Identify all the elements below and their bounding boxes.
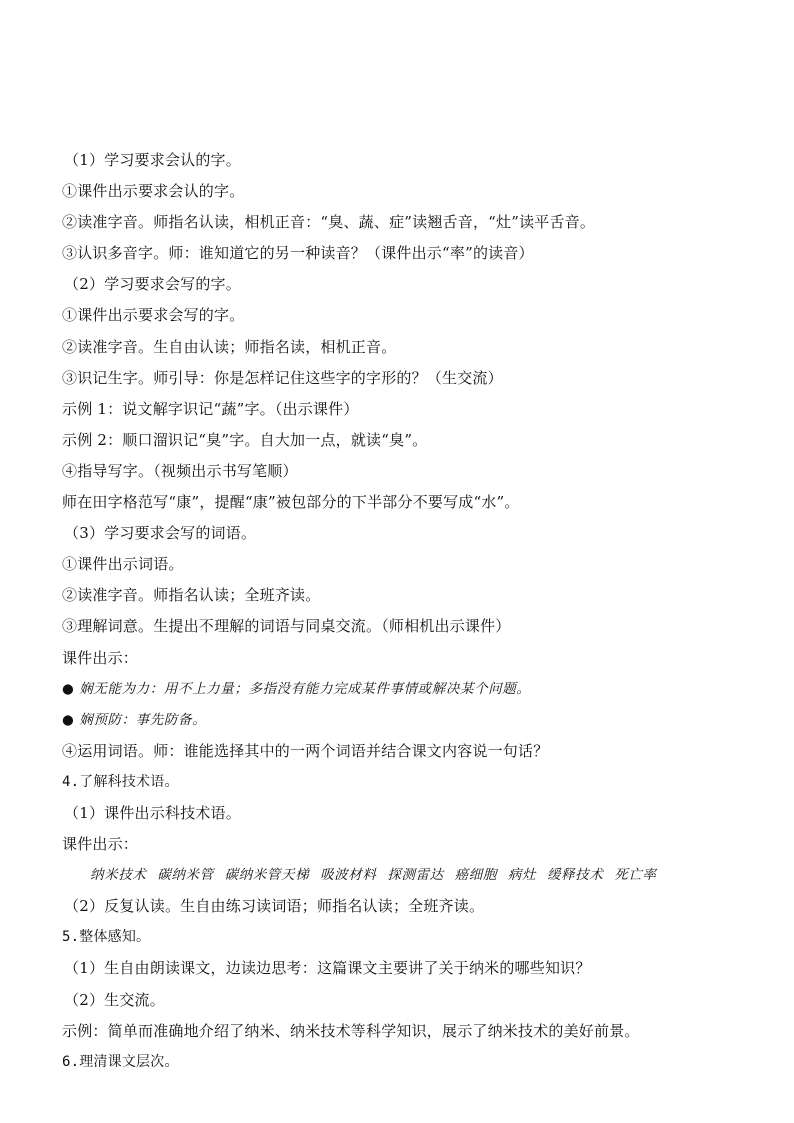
step-line: ②读准字音。生自由认读；师指名读，相机正音。 [62,337,397,356]
step-line: ③认识多音字。师：谁知道它的另一种读音？（课件出示“率”的读音） [62,244,534,263]
section-heading-3: （3）学习要求会写的词语。 [64,524,257,543]
subsection-heading: （1）生自由朗读课文，边读边思考：这篇课文主要讲了关于纳米的哪些知识？ [64,959,591,978]
section-heading-1: （1）学习要求会认的字。 [64,151,241,169]
step-line: ①课件出示要求会认的字。 [62,182,245,201]
definition-item: ● 娴预防：事先防备。 [62,711,207,728]
step-line: ④指导写字。（视频出示书写笔顺） [62,461,298,480]
section-heading-5: 5.整体感知。 [62,929,151,946]
step-line: ①课件出示要求会写的字。 [62,306,245,325]
example-line: 示例 2：顺口溜识记“臭”字。自大加一点，就读“臭”。 [62,430,428,449]
section-heading-4: 4.了解科技术语。 [62,773,179,790]
step-line: ②读准字音。师指名认读；全班齐读。 [62,586,321,605]
step-line: ④运用词语。师：谁能选择其中的一两个词语并结合课文内容说一句话？ [62,741,549,760]
step-line: ②读准字音。师指名认读，相机正音：“臭、蔬、症”读翘舌音，“灶”读平舌音。 [62,213,596,232]
courseware-label: 课件出示： [62,835,139,854]
subsection-heading: （2）反复认读。生自由练习读词语；师指名认读；全班齐读。 [64,897,485,916]
subsection-heading: （1）课件出示科技术语。 [64,803,241,822]
term-list: 纳米技术 碳纳米管 碳纳米管天梯 吸波材料 探测雷达 癌细胞 病灶 缓释技术 死亡率 [90,867,657,884]
courseware-label: 课件出示： [62,648,139,667]
definition-item: ● 娴无能为力：用不上力量；多指没有能力完成某件事情或解决某个问题。 [62,680,531,697]
document-body [62,145,742,1078]
subsection-heading: （2）生交流。 [64,990,165,1009]
example-line: 示例 1：说文解字识记“蔬”字。（出示课件） [62,399,359,418]
step-line: ③理解词意。生提出不理解的词语与同桌交流。（师相机出示课件） [62,617,511,636]
paragraph-line: 师在田字格范写“康”，提醒“康”被包部分的下半部分不要写成“水”。 [62,493,520,512]
example-line: 示例：简单而准确地介绍了纳米、纳米技术等科学知识，展示了纳米技术的美好前景。 [62,1021,640,1040]
section-heading-6: 6.理清课文层次。 [62,1053,179,1070]
step-line: ③识记生字。师引导：你是怎样记住这些字的字形的？（生交流） [62,368,503,387]
section-heading-2: （2）学习要求会写的字。 [64,275,241,294]
step-line: ①课件出示词语。 [62,555,184,574]
